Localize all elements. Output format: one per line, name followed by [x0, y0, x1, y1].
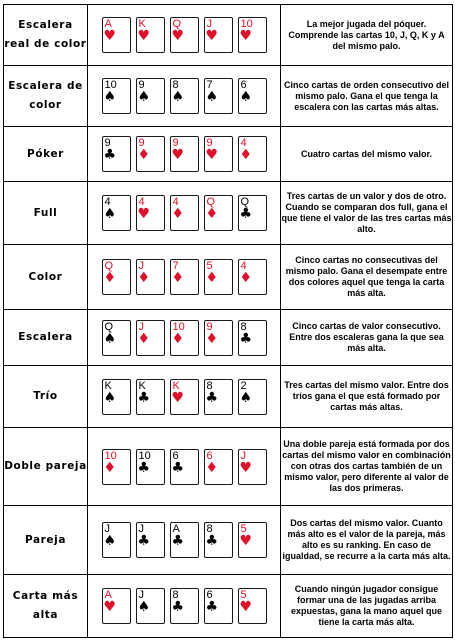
card-rank: 9: [104, 137, 111, 149]
hand-description: Cinco cartas no consecutivas del mismo palo. Gana el desempate entre dos colores aquel que tenga la carta más alta.: [281, 245, 453, 310]
playing-card: [136, 320, 165, 356]
playing-card: [204, 136, 233, 172]
card-group: [88, 522, 280, 558]
hand-row: [4, 66, 453, 127]
diamond-icon: ♦: [205, 459, 219, 476]
hand-cards: [88, 310, 281, 366]
club-icon: ♣: [171, 459, 185, 476]
hand-cards: [88, 5, 281, 66]
playing-card: [136, 259, 165, 295]
hand-cards: [88, 66, 281, 127]
club-icon: ♣: [137, 459, 151, 476]
card-group: [88, 136, 280, 172]
hand-description: Cinco cartas de valor consecutivo. Entre dos escaleras gana la que sea más alta.: [281, 310, 453, 366]
hand-row: [4, 428, 453, 506]
card-rank: 10: [240, 18, 253, 30]
diamond-icon: ♦: [171, 270, 185, 286]
card-group: [88, 449, 280, 485]
card-rank: K: [172, 379, 180, 392]
hand-cards: [88, 182, 281, 245]
playing-card: [170, 259, 199, 295]
hand-description: Tres cartas de un valor y dos de otro. Cuando se comparan dos full, gana el que tiene el valor de las tres cartas más alto.: [281, 182, 453, 245]
card-rank: 4: [240, 260, 247, 272]
playing-card: [170, 17, 199, 53]
playing-card: [136, 17, 165, 53]
diamond-icon: ♦: [205, 330, 219, 347]
card-rank: Q: [172, 18, 182, 30]
spade-icon: ♠: [103, 389, 117, 406]
playing-card: [136, 195, 165, 231]
hand-name: Pareja: [4, 506, 88, 575]
playing-card: [102, 136, 131, 172]
card-rank: 6: [206, 449, 213, 462]
playing-card: [102, 78, 131, 114]
hand-cards: [88, 245, 281, 310]
card-rank: 6: [172, 449, 179, 462]
playing-card: [170, 320, 199, 356]
hand-cards: [88, 127, 281, 182]
card-rank: J: [138, 320, 144, 333]
club-icon: ♣: [239, 206, 253, 222]
playing-card: [238, 17, 267, 53]
card-rank: 4: [240, 137, 247, 149]
card-rank: 6: [240, 79, 247, 91]
club-icon: ♣: [205, 599, 219, 615]
card-rank: Q: [104, 260, 114, 272]
card-rank: 8: [206, 379, 213, 392]
diamond-icon: ♦: [137, 270, 151, 286]
card-rank: Q: [206, 196, 216, 208]
playing-card: [238, 588, 267, 624]
card-rank: 10: [104, 79, 117, 91]
hand-cards: [88, 428, 281, 506]
hand-description: Cinco cartas de orden consecutivo del mismo palo. Gana el que tenga la escalera con las cartas más altas.: [281, 66, 453, 127]
playing-card: [204, 379, 233, 415]
card-rank: 8: [172, 589, 179, 601]
diamond-icon: ♦: [137, 147, 151, 163]
playing-card: [102, 522, 131, 558]
playing-card: [204, 449, 233, 485]
card-rank: 5: [240, 523, 247, 535]
playing-card: [102, 195, 131, 231]
hand-name: Escalera de color: [4, 66, 88, 127]
card-group: [88, 78, 280, 114]
card-rank: 8: [206, 523, 213, 535]
diamond-icon: ♦: [239, 270, 253, 286]
card-group: [88, 195, 280, 231]
spade-icon: ♠: [137, 89, 151, 105]
diamond-icon: ♦: [103, 459, 117, 476]
card-rank: A: [104, 589, 112, 601]
card-rank: Q: [240, 196, 250, 208]
diamond-icon: ♦: [103, 270, 117, 286]
hand-name: Doble pareja: [4, 428, 88, 506]
playing-card: [204, 588, 233, 624]
club-icon: ♣: [171, 533, 185, 549]
spade-icon: ♠: [205, 89, 219, 105]
hand-description: La mejor jugada del póquer. Comprende las cartas 10, J, Q, K y A del mismo palo.: [281, 5, 453, 66]
card-group: [88, 17, 280, 53]
diamond-icon: ♦: [171, 330, 185, 347]
card-rank: 4: [172, 196, 179, 208]
card-rank: 9: [206, 320, 213, 333]
hand-cards: [88, 575, 281, 638]
diamond-icon: ♦: [239, 147, 253, 163]
club-icon: ♣: [239, 330, 253, 347]
playing-card: [204, 522, 233, 558]
playing-card: [204, 195, 233, 231]
playing-card: [102, 588, 131, 624]
spade-icon: ♠: [239, 389, 253, 406]
playing-card: [204, 320, 233, 356]
card-rank: 5: [206, 260, 213, 272]
hand-cards: [88, 506, 281, 575]
hand-name: Escalera real de color: [4, 5, 88, 66]
card-group: [88, 320, 280, 356]
card-rank: 7: [206, 79, 213, 91]
club-icon: ♣: [137, 389, 151, 406]
playing-card: [238, 522, 267, 558]
hand-name: Trío: [4, 366, 88, 428]
hand-name: Carta más alta: [4, 575, 88, 638]
card-rank: 2: [240, 379, 247, 392]
hand-description: Cuando ningún jugador consigue formar una de las jugadas arriba expuestas, gana la mano aquel que tiene la carta más alta.: [281, 575, 453, 638]
playing-card: [170, 588, 199, 624]
spade-icon: ♠: [171, 89, 185, 105]
card-rank: J: [104, 523, 110, 535]
spade-icon: ♠: [137, 599, 151, 615]
playing-card: [204, 17, 233, 53]
card-rank: 4: [138, 196, 145, 208]
playing-card: [102, 17, 131, 53]
playing-card: [102, 379, 131, 415]
spade-icon: ♠: [103, 533, 117, 549]
heart-icon: ♥: [171, 147, 185, 163]
heart-icon: ♥: [239, 599, 253, 615]
card-group: [88, 259, 280, 295]
card-rank: 9: [172, 137, 179, 149]
spade-icon: ♠: [103, 206, 117, 222]
diamond-icon: ♦: [171, 206, 185, 222]
hand-row: [4, 5, 453, 66]
card-rank: 4: [104, 196, 111, 208]
playing-card: [170, 78, 199, 114]
card-rank: J: [138, 260, 144, 272]
hand-row: [4, 366, 453, 428]
card-rank: K: [104, 379, 112, 392]
card-rank: 9: [138, 137, 145, 149]
club-icon: ♣: [205, 389, 219, 406]
playing-card: [136, 379, 165, 415]
playing-card: [136, 522, 165, 558]
hand-row: [4, 182, 453, 245]
card-rank: 8: [240, 320, 247, 333]
playing-card: [136, 588, 165, 624]
heart-icon: ♥: [205, 28, 219, 44]
card-rank: K: [138, 18, 146, 30]
hand-name: Escalera: [4, 310, 88, 366]
playing-card: [238, 136, 267, 172]
poker-hands-table: [3, 4, 453, 638]
card-rank: 5: [240, 589, 247, 601]
diamond-icon: ♦: [205, 270, 219, 286]
playing-card: [238, 320, 267, 356]
card-group: [88, 379, 280, 415]
hand-name: Póker: [4, 127, 88, 182]
club-icon: ♣: [171, 599, 185, 615]
card-rank: J: [206, 18, 212, 30]
heart-icon: ♥: [239, 28, 253, 44]
playing-card: [238, 449, 267, 485]
spade-icon: ♠: [103, 89, 117, 105]
heart-icon: ♥: [171, 28, 185, 44]
spade-icon: ♠: [103, 330, 117, 347]
hand-description: Dos cartas del mismo valor. Cuanto más alto es el valor de la pareja, más alto es su ranking. En caso de igualdad, se recurre a la carta más alta.: [281, 506, 453, 575]
playing-card: [204, 78, 233, 114]
card-rank: 10: [172, 320, 185, 333]
playing-card: [136, 136, 165, 172]
playing-card: [136, 78, 165, 114]
card-rank: 10: [138, 449, 151, 462]
playing-card: [238, 379, 267, 415]
hand-cards: [88, 366, 281, 428]
playing-card: [170, 136, 199, 172]
playing-card: [204, 259, 233, 295]
playing-card: [136, 449, 165, 485]
playing-card: [102, 259, 131, 295]
card-rank: K: [138, 379, 146, 392]
hand-row: [4, 575, 453, 638]
heart-icon: ♥: [103, 599, 117, 615]
playing-card: [170, 195, 199, 231]
playing-card: [102, 320, 131, 356]
card-rank: 6: [206, 589, 213, 601]
card-rank: A: [104, 18, 112, 30]
playing-card: [170, 522, 199, 558]
hands-table-body: [4, 5, 453, 638]
heart-icon: ♥: [239, 533, 253, 549]
hand-row: [4, 506, 453, 575]
heart-icon: ♥: [205, 147, 219, 163]
heart-icon: ♥: [103, 28, 117, 44]
hand-row: [4, 127, 453, 182]
card-rank: Q: [104, 320, 114, 333]
heart-icon: ♥: [137, 28, 151, 44]
hand-description: Una doble pareja está formada por dos cartas del mismo valor en combinación con otras dos cartas también de un mismo valor, pero diferente al valor de las dos primeras.: [281, 428, 453, 506]
hand-name: Full: [4, 182, 88, 245]
card-rank: 9: [206, 137, 213, 149]
hand-description: Cuatro cartas del mismo valor.: [281, 127, 453, 182]
hand-row: [4, 245, 453, 310]
card-rank: 9: [138, 79, 145, 91]
card-rank: 10: [104, 449, 117, 462]
playing-card: [238, 78, 267, 114]
card-rank: J: [240, 449, 246, 462]
playing-card: [238, 195, 267, 231]
heart-icon: ♥: [171, 389, 185, 406]
hand-description: Tres cartas del mismo valor. Entre dos tríos gana el que está formado por cartas más altas.: [281, 366, 453, 428]
playing-card: [238, 259, 267, 295]
diamond-icon: ♦: [205, 206, 219, 222]
card-rank: A: [172, 523, 180, 535]
playing-card: [170, 449, 199, 485]
card-group: [88, 588, 280, 624]
hand-name: Color: [4, 245, 88, 310]
diamond-icon: ♦: [137, 330, 151, 347]
heart-icon: ♥: [239, 459, 253, 476]
card-rank: J: [138, 523, 144, 535]
card-rank: 8: [172, 79, 179, 91]
playing-card: [102, 449, 131, 485]
club-icon: ♣: [137, 533, 151, 549]
spade-icon: ♠: [239, 89, 253, 105]
playing-card: [170, 379, 199, 415]
hand-row: [4, 310, 453, 366]
club-icon: ♣: [205, 533, 219, 549]
card-rank: J: [138, 589, 144, 601]
club-icon: ♣: [103, 147, 117, 163]
card-rank: 7: [172, 260, 179, 272]
heart-icon: ♥: [137, 206, 151, 222]
